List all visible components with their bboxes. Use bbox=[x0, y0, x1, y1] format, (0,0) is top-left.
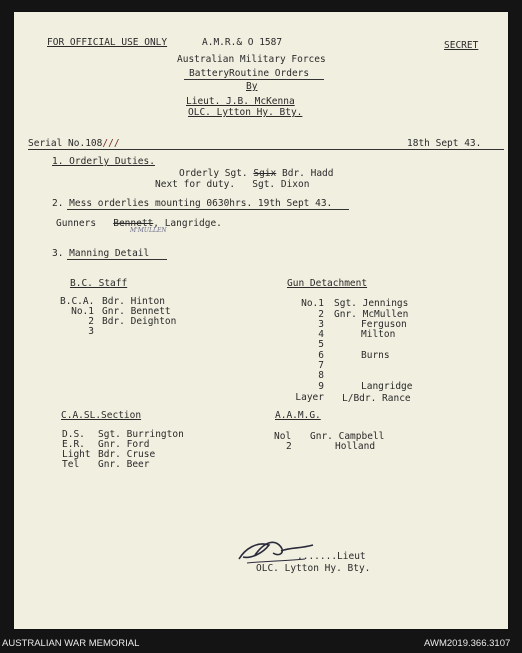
header-line-2: BatteryRoutine Orders bbox=[189, 68, 310, 79]
footer-source: AUSTRALIAN WAR MEMORIAL bbox=[2, 638, 140, 649]
gun-name: L/Bdr. Rance bbox=[342, 393, 411, 404]
item1-title: 1. Orderly Duties. bbox=[52, 156, 155, 167]
header-line-5: OLC. Lytton Hy. Bty. bbox=[188, 107, 303, 118]
casl-pos: Tel bbox=[62, 459, 80, 470]
reference-number: A.M.R.& O 1587 bbox=[202, 37, 283, 48]
aamg-title: A.A.M.G. bbox=[275, 410, 321, 421]
aamg-name: Gnr. Campbell bbox=[310, 431, 385, 442]
gun-name: Gnr. McMullen bbox=[334, 309, 409, 320]
header-line-4: Lieut. J.B. McKenna bbox=[186, 96, 295, 107]
header-line-3: By bbox=[246, 81, 258, 92]
gun-pos: 3 bbox=[318, 319, 324, 330]
serial-line bbox=[28, 138, 120, 149]
gun-name: Milton bbox=[361, 329, 396, 340]
gun-pos: 6 bbox=[318, 350, 324, 361]
casl-name: Sgt. Burrington bbox=[98, 429, 184, 440]
aamg-name: Holland bbox=[335, 441, 376, 452]
gun-name: Sgt. Jennings bbox=[334, 298, 409, 309]
gun-pos: 2 bbox=[318, 309, 324, 320]
serial-label: Serial No. bbox=[28, 138, 86, 149]
bc-staff-name: Gnr. Bennett bbox=[102, 306, 171, 317]
casl-pos: E.R. bbox=[62, 439, 85, 450]
header-line-1: Australian Military Forces bbox=[177, 54, 326, 65]
item2-label: Gunners bbox=[56, 218, 97, 229]
classification-right: SECRET bbox=[444, 40, 479, 51]
casl-name: Gnr. Beer bbox=[98, 459, 150, 470]
header-underline bbox=[184, 79, 324, 80]
footer-accession-number: AWM2019.366.3107 bbox=[424, 638, 511, 649]
item2-value: , Langridge. bbox=[153, 218, 222, 229]
serial-date: 18th Sept 43. bbox=[407, 138, 482, 149]
item1-row1-value: Bdr. Hadd bbox=[282, 168, 334, 179]
bc-staff-pos: B.C.A. bbox=[60, 296, 95, 307]
gun-pos: 9 bbox=[318, 381, 324, 392]
gun-pos: No.1 bbox=[301, 298, 324, 309]
item1-row1-struck: Sgix bbox=[253, 168, 277, 179]
gun-name: Langridge bbox=[361, 381, 413, 392]
item2-struck: Bennett bbox=[113, 218, 154, 229]
gun-pos: 7 bbox=[318, 360, 324, 371]
signature-unit: OLC. Lytton Hy. Bty. bbox=[256, 563, 371, 574]
casl-pos: Light bbox=[62, 449, 91, 460]
classification-left: FOR OFFICIAL USE ONLY bbox=[47, 37, 168, 48]
serial-marks: /// bbox=[102, 138, 120, 149]
casl-title: C.A.SL.Section bbox=[61, 410, 142, 421]
item3-underline bbox=[67, 259, 167, 260]
serial-number: 108 bbox=[85, 138, 103, 149]
casl-pos: D.S. bbox=[62, 429, 85, 440]
item1-row2-value: Sgt. Dixon bbox=[252, 179, 310, 190]
gun-name: Ferguson bbox=[361, 319, 407, 330]
document-page bbox=[14, 12, 508, 629]
signature-rank: .......Lieut bbox=[297, 551, 366, 562]
gun-pos: 8 bbox=[318, 370, 324, 381]
item2-handwritten-correction: M'MULLEN bbox=[130, 227, 167, 234]
item1-row2 bbox=[155, 179, 309, 190]
item1-row2-label: Next for duty. bbox=[155, 179, 236, 190]
aamg-pos: Nol bbox=[274, 431, 292, 442]
item2-underline bbox=[67, 209, 349, 210]
bc-staff-pos: 3 bbox=[88, 326, 94, 337]
bc-staff-name: Bdr. Hinton bbox=[102, 296, 165, 307]
casl-name: Gnr. Ford bbox=[98, 439, 150, 450]
casl-name: Bdr. Cruse bbox=[98, 449, 156, 460]
aamg-pos: 2 bbox=[286, 441, 292, 452]
bc-staff-pos: 2 bbox=[88, 316, 94, 327]
gun-pos: 5 bbox=[318, 339, 324, 350]
serial-rule bbox=[28, 149, 504, 150]
gun-name: Burns bbox=[361, 350, 390, 361]
item1-row1-label: Orderly Sgt. bbox=[179, 168, 248, 179]
gun-detachment-title: Gun Detachment bbox=[287, 278, 368, 289]
bc-staff-name: Bdr. Deighton bbox=[102, 316, 177, 327]
item3-title: 3. Manning Detail bbox=[52, 248, 150, 259]
gun-pos: Layer bbox=[295, 392, 324, 403]
item1-row1 bbox=[179, 168, 333, 179]
gun-pos: 4 bbox=[318, 329, 324, 340]
bc-staff-pos: No.1 bbox=[71, 306, 94, 317]
item2-title: 2. Mess orderlies mounting 0630hrs. 19th Sept 43. bbox=[52, 198, 333, 209]
bc-staff-title: B.C. Staff bbox=[70, 278, 128, 289]
